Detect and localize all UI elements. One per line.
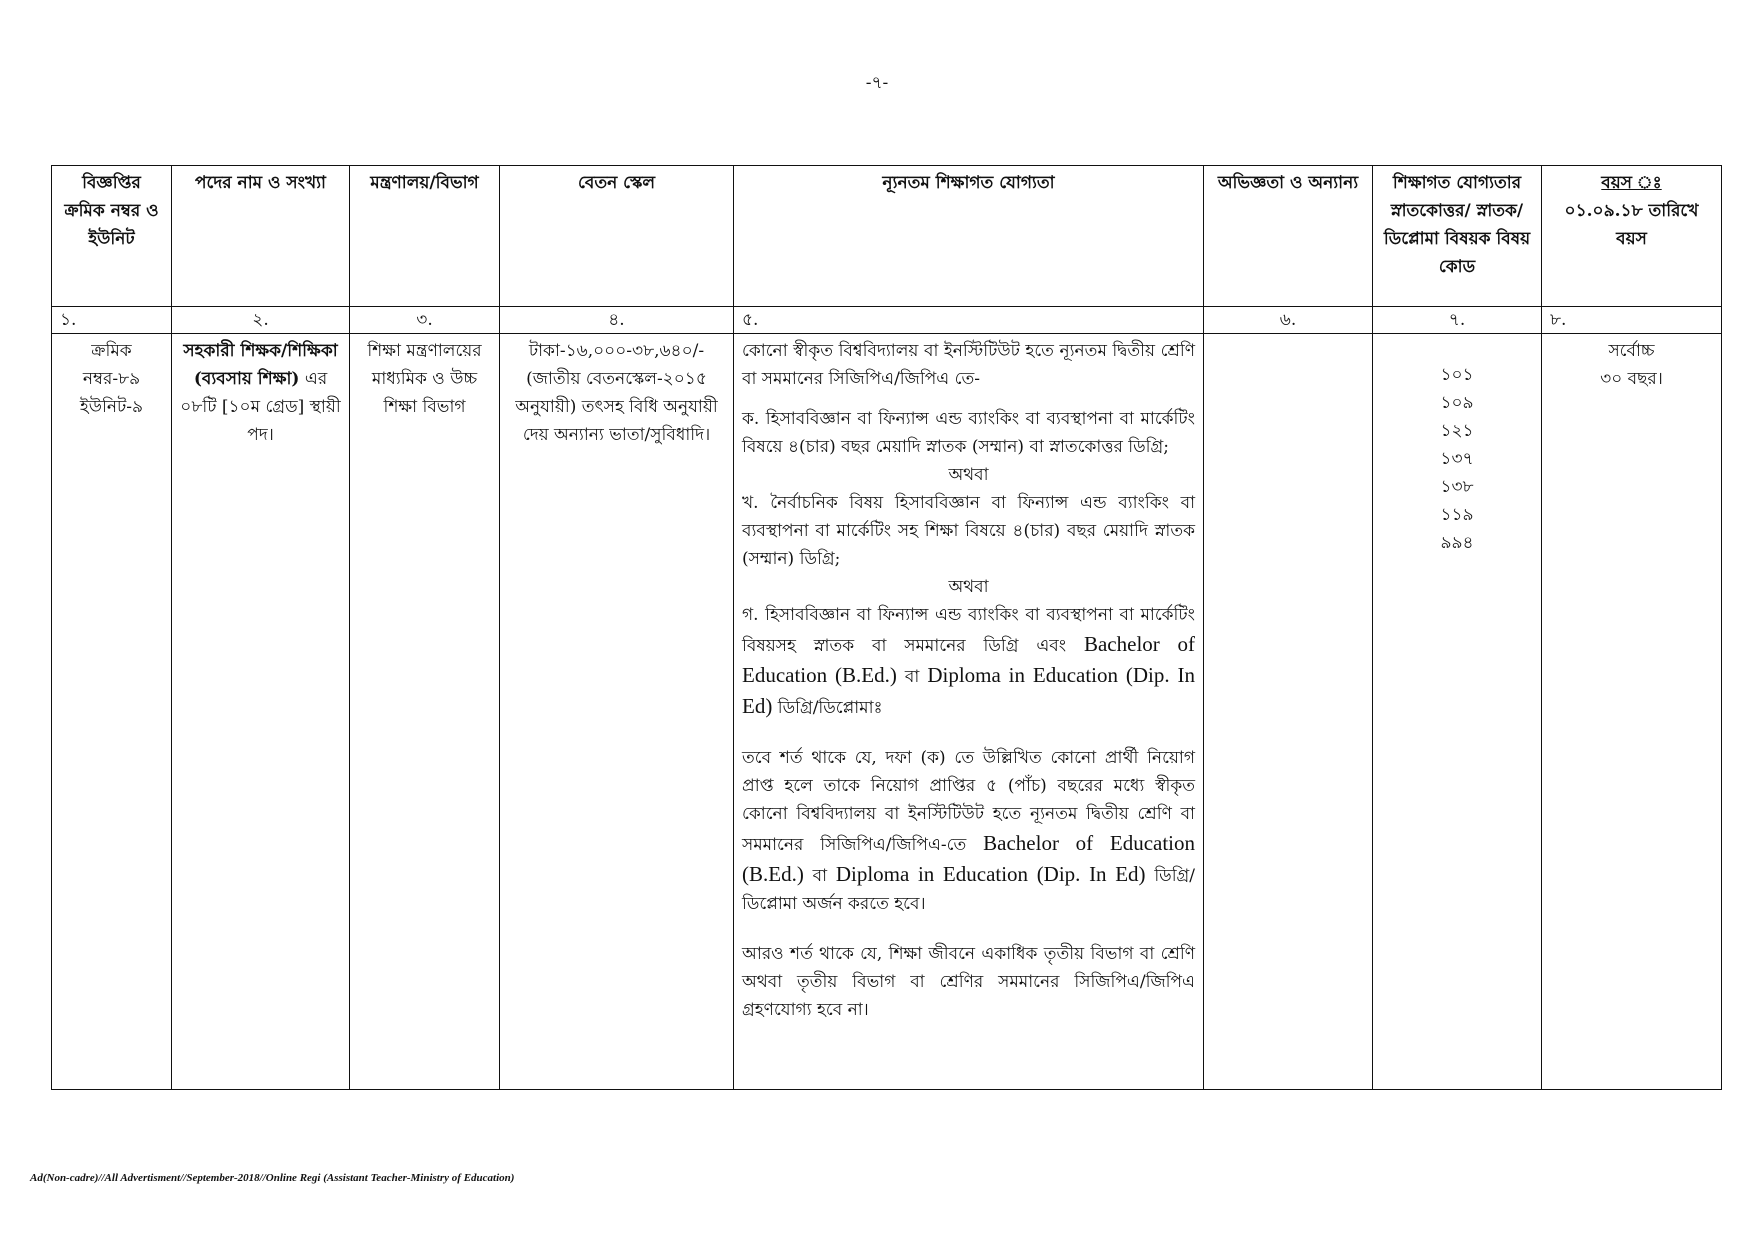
qualification-c-text: গ. হিসাববিজ্ঞান বা ফিন্যান্স এন্ড ব্যাংকিং বা ব্যবস্থাপনা বা মার্কেটিং বিষয়সহ স্নাতক বা সমমানের ডিগ্রি এবং — [742, 605, 1195, 656]
subject-code: ১৩৭ — [1440, 449, 1474, 469]
col-num-6: ৬. — [1204, 307, 1373, 334]
subject-code: ১৩৮ — [1440, 477, 1474, 497]
header-experience: অভিজ্ঞতা ও অন্যান্য — [1204, 166, 1373, 307]
qualification-a: ক. হিসাববিজ্ঞান বা ফিন্যান্স এন্ড ব্যাংকিং বা ব্যবস্থাপনা বা মার্কেটিং বিষয়ে ৪(চার) বছর মেয়াদি স্নাতক (সম্মান) বা স্নাতকোত্তর ডিগ্রি; — [742, 409, 1195, 457]
post-cell — [172, 334, 350, 1090]
condition-1-bed: Bachelor of Education (B.Ed.) — [742, 831, 1196, 886]
pay-scale-cell: টাকা-১৬,০০০-৩৮,৬৪০/- (জাতীয় বেতনস্কেল-২০১৫ অনুযায়ী) তৎসহ বিধি অনুযায়ী দেয় অন্যান্য ভাতা/সুবিধাদি। — [500, 334, 734, 1090]
qualification-intro: কোনো স্বীকৃত বিশ্ববিদ্যালয় বা ইনস্টিটিউট হতে ন্যূনতম দ্বিতীয় শ্রেণি বা সমমানের সিজিপিএ/জিপিএ তে- — [742, 341, 1195, 389]
col-num-1: ১. — [52, 307, 172, 334]
qualification-c — [742, 601, 1195, 722]
header-post: পদের নাম ও সংখ্যা — [172, 166, 350, 307]
serial-cell: ক্রমিক নম্বর-৮৯ ইউনিট-৯ — [52, 334, 172, 1090]
experience-cell — [1204, 334, 1373, 1090]
col-num-3: ৩. — [350, 307, 500, 334]
col-num-2: ২. — [172, 307, 350, 334]
condition-2: আরও শর্ত থাকে যে, শিক্ষা জীবনে একাধিক তৃতীয় বিভাগ বা শ্রেণি অথবা তৃতীয় বিভাগ বা শ্রেণির সমমানের সিজিপিএ/জিপিএ গ্রহণযোগ্য হবে না। — [742, 944, 1195, 1020]
age-label: সর্বোচ্চ — [1608, 341, 1655, 361]
or-label-2: অথবা — [948, 577, 989, 597]
condition-1-diploma: Diploma in Education (Dip. In Ed) — [835, 862, 1146, 886]
subject-code: ১২১ — [1440, 421, 1474, 441]
col-num-7: ৭. — [1373, 307, 1542, 334]
header-pay-scale: বেতন স্কেল — [500, 166, 734, 307]
subject-code-cell — [1373, 334, 1542, 1090]
header-age-title: বয়স ঃ — [1601, 173, 1662, 193]
condition-1-or: বা — [812, 866, 828, 886]
post-count: এর ০৮টি [১০ম গ্রেড] স্থায়ী পদ। — [180, 369, 341, 445]
age-cell — [1542, 334, 1722, 1090]
qualification-cell — [734, 334, 1204, 1090]
col-num-5: ৫. — [734, 307, 1204, 334]
condition-1-end: ডিগ্রি/ডিপ্লোমা অর্জন করতে হবে। — [742, 866, 1196, 914]
qualification-b: খ. নৈর্বাচনিক বিষয় হিসাববিজ্ঞান বা ফিন্যান্স এন্ড ব্যাংকিং বা ব্যবস্থাপনা বা মার্কেটিং সহ শিক্ষা বিষয়ে ৪(চার) বছর মেয়াদি স্নাতক (সম্মান) ডিগ্রি; — [742, 493, 1195, 569]
subject-code: ১১৯ — [1440, 505, 1474, 525]
or-label-1: অথবা — [948, 465, 989, 485]
subject-code: ১০১ — [1440, 365, 1474, 385]
header-age — [1542, 166, 1722, 307]
header-row — [52, 166, 1722, 307]
qualification-c-bed: Bachelor of Education (B.Ed.) — [742, 632, 1196, 687]
age-value: ৩০ বছর। — [1600, 369, 1663, 389]
header-ministry: মন্ত্রণালয়/বিভাগ — [350, 166, 500, 307]
qualification-c-or: বা — [904, 667, 920, 687]
header-serial: বিজ্ঞপ্তির ক্রমিক নম্বর ও ইউনিট — [52, 166, 172, 307]
condition-1 — [742, 744, 1195, 918]
header-qualification: ন্যূনতম শিক্ষাগত যোগ্যতা — [734, 166, 1204, 307]
column-number-row — [52, 307, 1722, 334]
post-title: সহকারী শিক্ষক/শিক্ষিকা (ব্যবসায় শিক্ষা) — [183, 341, 338, 389]
page-number: -৭- — [865, 73, 889, 93]
subject-code: ৯৯৪ — [1440, 533, 1474, 553]
header-subject-code: শিক্ষাগত যোগ্যতার স্নাতকোত্তর/ স্নাতক/ ডিপ্লোমা বিষয়ক বিষয় কোড — [1373, 166, 1542, 307]
ministry-cell: শিক্ষা মন্ত্রণালয়ের মাধ্যমিক ও উচ্চ শিক্ষা বিভাগ — [350, 334, 500, 1090]
footer-reference: Ad(Non-cadre)//All Advertisment//September-2018//Online Regi (Assistant Teacher-Ministry of Education) — [30, 1172, 515, 1184]
col-num-8: ৮. — [1542, 307, 1722, 334]
qualification-c-diploma: Diploma in Education (Dip. In Ed) — [742, 663, 1196, 718]
table-row — [52, 334, 1722, 1090]
col-num-4: ৪. — [500, 307, 734, 334]
subject-code-list — [1381, 337, 1533, 557]
condition-1-text: তবে শর্ত থাকে যে, দফা (ক) তে উল্লিখিত কোনো প্রার্থী নিয়োগ প্রাপ্ত হলে তাকে নিয়োগ প্রাপ্তির ৫ (পাঁচ) বছরের মধ্যে স্বীকৃত কোনো বিশ্ববিদ্যালয় বা ইনস্টিটিউট হতে ন্যূনতম দ্বিতীয় শ্রেণি বা সমমানের সিজিপিএ/জিপিএ-তে — [742, 748, 1195, 855]
recruitment-table — [51, 165, 1722, 1090]
qualification-c-end: ডিগ্রি/ডিপ্লোমাঃ — [777, 698, 883, 718]
subject-code: ১০৯ — [1440, 393, 1474, 413]
header-age-date: ০১.০৯.১৮ তারিখে বয়স — [1564, 201, 1699, 249]
